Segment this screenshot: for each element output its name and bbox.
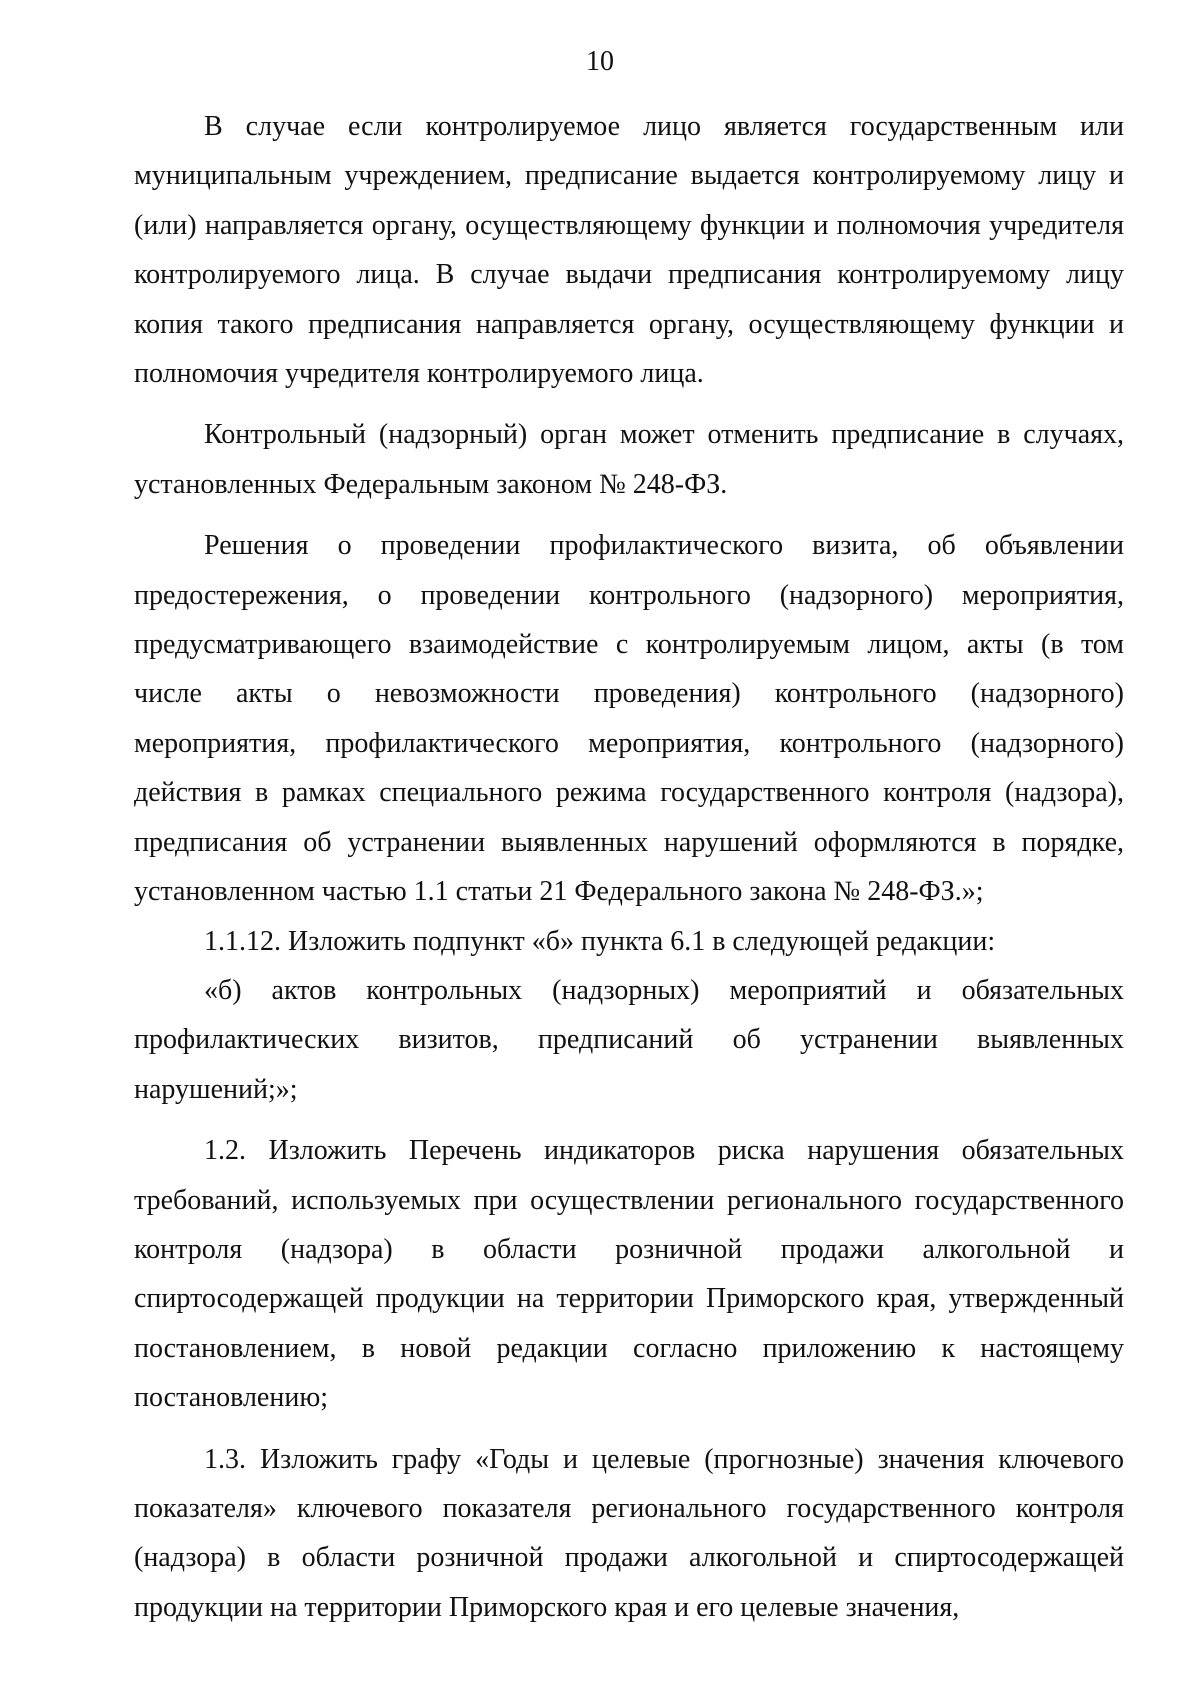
- paragraph-item-1-3: 1.3. Изложить графу «Годы и целевые (прогнозные) значения ключевого показателя» ключевого показателя регионального государственного контроля (надзора) в области розничной продажи алкогольной и спиртосодержащей продукции на территории Приморского края и его целевые значения,: [134, 1443, 1124, 1623]
- page-number: 10: [586, 46, 614, 77]
- document-body: [134, 102, 1124, 1632]
- paragraph-prescription-cancellation: Контрольный (надзорный) орган может отменить предписание в случаях, установленных Федеральным законом № 248-ФЗ.: [134, 419, 1124, 500]
- paragraph-state-institution-prescription: В случае если контролируемое лицо является государственным или муниципальным учреждением, предписание выдается контролируемому лицу и (или) направляется органу, осуществляющему функции и полномочия учредителя контролируемого лица. В случае выдачи предписания контролируемому лицу копия такого предписания направляется органу, осуществляющему функции и полномочия учредителя контролируемого лица.: [134, 111, 1124, 390]
- paragraph-item-1-1-12: 1.1.12. Изложить подпункт «б» пункта 6.1 в следующей редакции:: [204, 925, 996, 957]
- paragraph-decisions-and-acts: Решения о проведении профилактического визита, об объявлении предостережения, о проведении контрольного (надзорного) мероприятия, предусматривающего взаимодействие с контролируемым лицом, акты (в том числе акты о невозможности проведения) контрольного (надзорного) мероприятия, профилактического мероприятия, контрольного (надзорного) действия в рамках специального режима государственного контроля (надзора), предписания об устранении выявленных нарушений оформляются в порядке, установленном частью 1.1 статьи 21 Федерального закона № 248-ФЗ.»;: [134, 530, 1124, 908]
- paragraph-item-1-2: 1.2. Изложить Перечень индикаторов риска нарушения обязательных требований, используемых при осуществлении регионального государственного контроля (надзора) в области розничной продажи алкогольной и спиртосодержащей продукции на территории Приморского края, утвержденный постановлением, в новой редакции согласно приложению к настоящему постановлению;: [134, 1135, 1124, 1414]
- paragraph-subitem-b: «б) актов контрольных (надзорных) мероприятий и обязательных профилактических визитов, предписаний об устранении выявленных нарушений;»;: [134, 974, 1124, 1105]
